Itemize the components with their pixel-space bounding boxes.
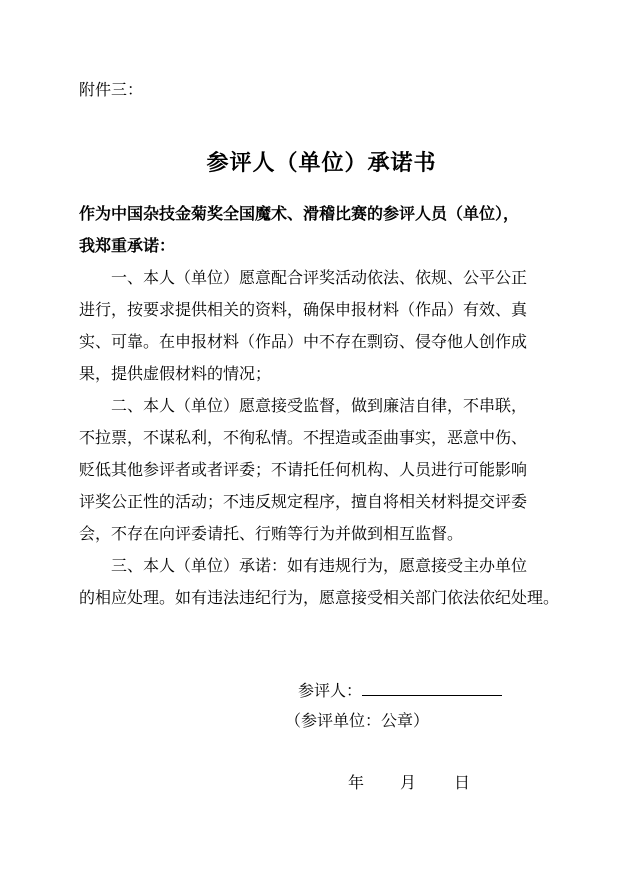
date-day-label: 日: [454, 773, 471, 792]
commitment-line: 果，提供虚假材料的情况；: [79, 364, 272, 383]
document-title: 参评人（单位）承诺书: [206, 150, 437, 176]
commitment-line: 二、本人（单位）愿意接受监督，做到廉洁自律，不串联，: [79, 396, 528, 415]
seal-note: （参评单位：公章）: [285, 711, 430, 730]
commitment-line: 实、可靠。在申报材料（作品）中不存在剽窃、侵夺他人创作成: [79, 332, 528, 351]
signature-blank-line: [362, 695, 502, 696]
signature-label: 参评人：: [298, 681, 363, 700]
commitment-body: [79, 262, 579, 614]
intro-line: 作为中国杂技金菊奖全国魔术、滑稽比赛的参评人员（单位），: [79, 204, 520, 223]
commitment-line: 会，不存在向评委请托、行贿等行为并做到相互监督。: [79, 524, 464, 543]
intro-statement: [79, 198, 579, 262]
commitment-line: 贬低其他参评者或者评委；不请托任何机构、人员进行可能影响: [79, 460, 528, 479]
commitment-line: 三、本人（单位）承诺：如有违规行为，愿意接受主办单位: [79, 556, 528, 575]
commitment-line: 一、本人（单位）愿意配合评奖活动依法、依规、公平公正: [79, 268, 528, 287]
commitment-line: 进行，按要求提供相关的资料，确保申报材料（作品）有效、真: [79, 300, 528, 319]
commitment-line: 的相应处理。如有违法违纪行为，愿意接受相关部门依法依纪处理。: [79, 588, 560, 607]
intro-line: 我郑重承诺：: [79, 236, 176, 255]
date-year-label: 年: [348, 773, 365, 792]
attachment-label: 附件三：: [79, 80, 144, 99]
commitment-line: 评奖公正性的活动；不违反规定程序，擅自将相关材料提交评委: [79, 492, 528, 511]
commitment-line: 不拉票，不谋私利，不徇私情。不捏造或歪曲事实，恶意中伤、: [79, 428, 528, 447]
date-month-label: 月: [400, 773, 417, 792]
